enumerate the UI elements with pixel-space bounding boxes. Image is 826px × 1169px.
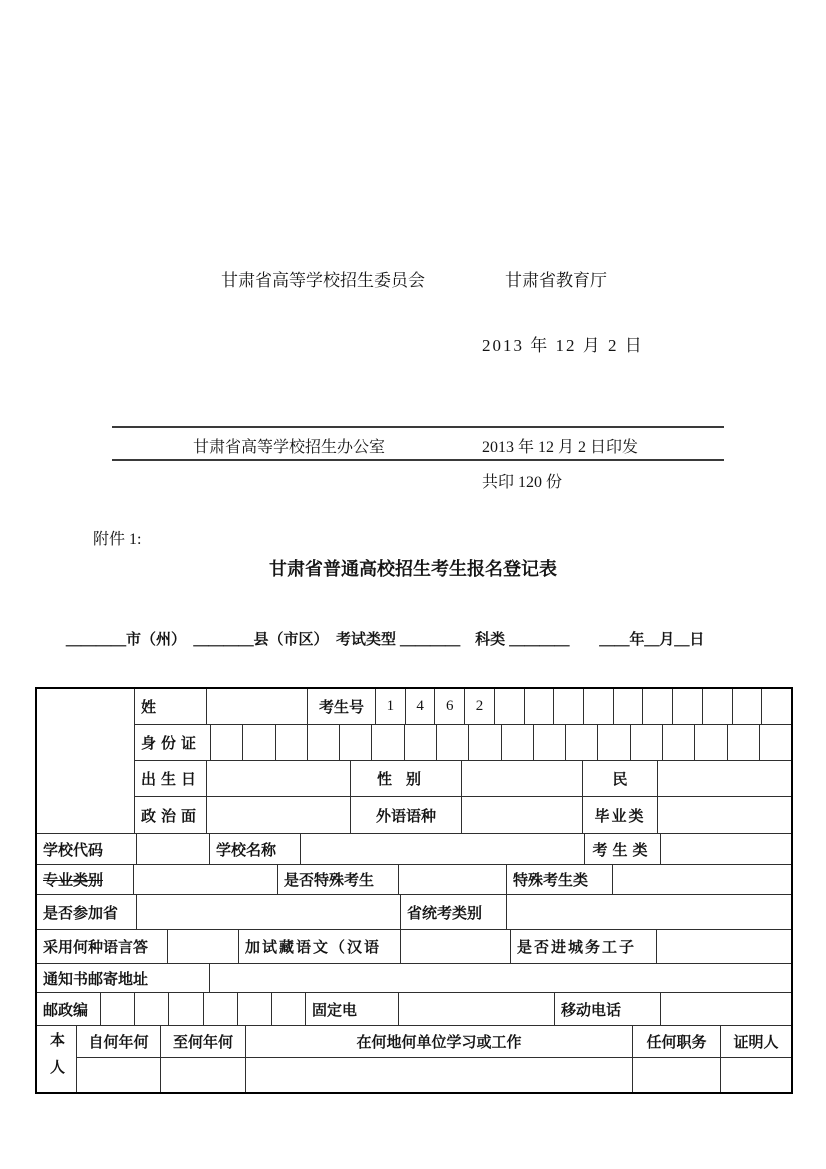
- resume-where-label: 在何地何单位学习或工作: [246, 1026, 633, 1057]
- candidate-no-digit-cell: [762, 689, 791, 724]
- id-card-digit-cell: [695, 725, 727, 760]
- id-card-digit-cell: [372, 725, 404, 760]
- candidate-no-digit-cell: [584, 689, 614, 724]
- candidate-type-label: 考生类: [585, 834, 661, 864]
- mobile-value-cell: [661, 993, 791, 1025]
- province-unified-exam-value-cell: [137, 895, 401, 929]
- mobile-label: 移动电话: [555, 993, 661, 1025]
- resume-from-value-cell: [77, 1058, 161, 1092]
- row-province-exam: [37, 895, 791, 930]
- postcode-digit-cell: [238, 993, 272, 1025]
- candidate-no-digit-cell: 6: [435, 689, 465, 724]
- birth-date-value-cell: [207, 761, 351, 796]
- resume-where-value-cell: [246, 1058, 633, 1092]
- candidate-type-value-cell: [661, 834, 791, 864]
- name-value-cell: [207, 689, 308, 724]
- candidate-no-digit-cell: 4: [406, 689, 436, 724]
- birth-date-label: 出生日: [135, 761, 207, 796]
- row-political-language-graduate: [135, 797, 791, 833]
- form-title: 甘肃省普通高校招生考生报名登记表: [269, 559, 557, 579]
- political-status-value-cell: [207, 797, 351, 833]
- table-top-section: [37, 689, 791, 834]
- id-card-boxes: [211, 725, 791, 760]
- id-card-digit-cell: [534, 725, 566, 760]
- row-language-tibetan-migrant: [37, 930, 791, 964]
- special-candidate-value-cell: [399, 865, 507, 894]
- id-card-digit-cell: [728, 725, 760, 760]
- school-code-value-cell: [137, 834, 210, 864]
- person-label: [37, 1026, 77, 1092]
- landline-label: 固定电: [306, 993, 399, 1025]
- major-type-value-cell: [134, 865, 278, 894]
- resume-to-label: 至何年何: [161, 1026, 246, 1057]
- registration-table: [35, 687, 793, 1094]
- school-name-value-cell: [301, 834, 585, 864]
- answer-language-label: 采用何种语言答: [37, 930, 168, 963]
- postcode-digit-cell: [204, 993, 238, 1025]
- special-candidate-type-value-cell: [613, 865, 791, 894]
- resume-witness-label: 证明人: [733, 1034, 779, 1051]
- id-card-digit-cell: [502, 725, 534, 760]
- resume-header-row: [77, 1026, 791, 1058]
- province-unified-exam-label: 是否参加省: [37, 895, 137, 929]
- graduate-type-label: 毕业类: [583, 797, 658, 833]
- answer-language-value-cell: [168, 930, 239, 963]
- person-label-text: 本人: [48, 1032, 65, 1086]
- attachment-label: 附件 1:: [93, 531, 142, 548]
- colophon-block: [112, 426, 724, 492]
- candidate-no-digit-cell: [643, 689, 673, 724]
- id-card-digit-cell: [437, 725, 469, 760]
- candidate-no-digit-cell: [554, 689, 584, 724]
- row-id-card: [135, 725, 791, 761]
- gender-value-cell: [462, 761, 583, 796]
- id-card-digit-cell: [243, 725, 275, 760]
- postcode-digit-cell: [169, 993, 203, 1025]
- resume-to-value-cell: [161, 1058, 246, 1092]
- ethnicity-value-cell: [658, 761, 791, 796]
- id-card-digit-cell: [760, 725, 791, 760]
- special-candidate-label: 是否特殊考生: [278, 865, 399, 894]
- foreign-language-label: 外语语种: [351, 797, 462, 833]
- resume-entry-row: [77, 1058, 791, 1092]
- candidate-no-digit-cell: [614, 689, 644, 724]
- landline-value-cell: [399, 993, 555, 1025]
- candidate-no-digit-cell: [495, 689, 525, 724]
- candidate-no-digit-cell: [733, 689, 763, 724]
- issuing-org-right: 甘肃省教育厅: [505, 271, 607, 290]
- province-unified-type-label: 省统考类别: [401, 895, 507, 929]
- candidate-no-digit-cell: [703, 689, 733, 724]
- resume-witness-value-cell: [721, 1058, 791, 1092]
- candidate-no-digit-cell: 2: [465, 689, 495, 724]
- issuing-orgs-line: [0, 266, 826, 288]
- resume-from-label: 自何年何: [77, 1026, 161, 1057]
- postcode-label: 邮政编: [37, 993, 101, 1025]
- school-name-label: 学校名称: [210, 834, 301, 864]
- resume-position-label: 任何职务: [633, 1026, 721, 1057]
- id-card-digit-cell: [598, 725, 630, 760]
- candidate-no-label: 考生号: [308, 689, 376, 724]
- photo-box: [37, 689, 135, 833]
- gender-label: 性别: [351, 761, 462, 796]
- document-date: 2013 年 12 月 2 日: [482, 336, 644, 355]
- row-school: [37, 834, 791, 865]
- migrant-children-value-cell: [657, 930, 791, 963]
- id-card-digit-cell: [308, 725, 340, 760]
- mail-address-value-cell: [210, 964, 791, 992]
- postcode-boxes: [101, 993, 306, 1025]
- migrant-children-label: 是否进城务工子: [511, 930, 657, 963]
- colophon-copies: 共印 120 份: [482, 474, 563, 491]
- candidate-no-boxes: [376, 689, 791, 724]
- tibetan-chinese-test-label: 加试藏语文（汉语: [239, 930, 401, 963]
- colophon-row: [112, 426, 724, 461]
- political-status-label: 政治面: [135, 797, 207, 833]
- postcode-digit-cell: [135, 993, 169, 1025]
- colophon-print-date: 2013 年 12 月 2 日印发: [482, 439, 639, 456]
- foreign-language-value-cell: [462, 797, 583, 833]
- mail-address-label: 通知书邮寄地址: [37, 964, 210, 992]
- row-birth-gender-ethnicity: [135, 761, 791, 797]
- graduate-type-value-cell: [658, 797, 791, 833]
- row-mail-address: [37, 964, 791, 993]
- id-card-digit-cell: [631, 725, 663, 760]
- id-card-digit-cell: [276, 725, 308, 760]
- postcode-digit-cell: [272, 993, 306, 1025]
- candidate-no-digit-cell: [673, 689, 703, 724]
- tibetan-chinese-test-value-cell: [401, 930, 511, 963]
- row-major-special: [37, 865, 791, 895]
- row-name-candidate-no: [135, 689, 791, 725]
- postcode-digit-cell: [101, 993, 135, 1025]
- id-card-digit-cell: [469, 725, 501, 760]
- colophon-office: 甘肃省高等学校招生办公室: [193, 439, 386, 456]
- resume-position-value-cell: [633, 1058, 721, 1092]
- id-card-digit-cell: [566, 725, 598, 760]
- school-code-label: 学校代码: [37, 834, 137, 864]
- table-resume-section: [37, 1026, 791, 1092]
- candidate-no-digit-cell: [525, 689, 555, 724]
- id-card-digit-cell: [405, 725, 437, 760]
- name-label: 姓: [135, 689, 207, 724]
- form-subtitle-line: ＿＿＿＿市（州） ＿＿＿＿县（市区） 考试类型 ＿＿＿＿ 科类 ＿＿＿＿ ＿＿年＿月＿日: [66, 631, 705, 648]
- special-candidate-type-label: 特殊考生类: [507, 865, 613, 894]
- id-card-digit-cell: [211, 725, 243, 760]
- major-type-label: 专业类别: [37, 865, 134, 894]
- id-card-digit-cell: [663, 725, 695, 760]
- row-postcode-phones: [37, 993, 791, 1026]
- province-unified-type-value-cell: [507, 895, 791, 929]
- id-card-label: 身份证: [135, 725, 211, 760]
- issuing-org-left: 甘肃省高等学校招生委员会: [221, 271, 425, 290]
- ethnicity-label: 民: [583, 761, 658, 796]
- id-card-digit-cell: [340, 725, 372, 760]
- candidate-no-digit-cell: 1: [376, 689, 406, 724]
